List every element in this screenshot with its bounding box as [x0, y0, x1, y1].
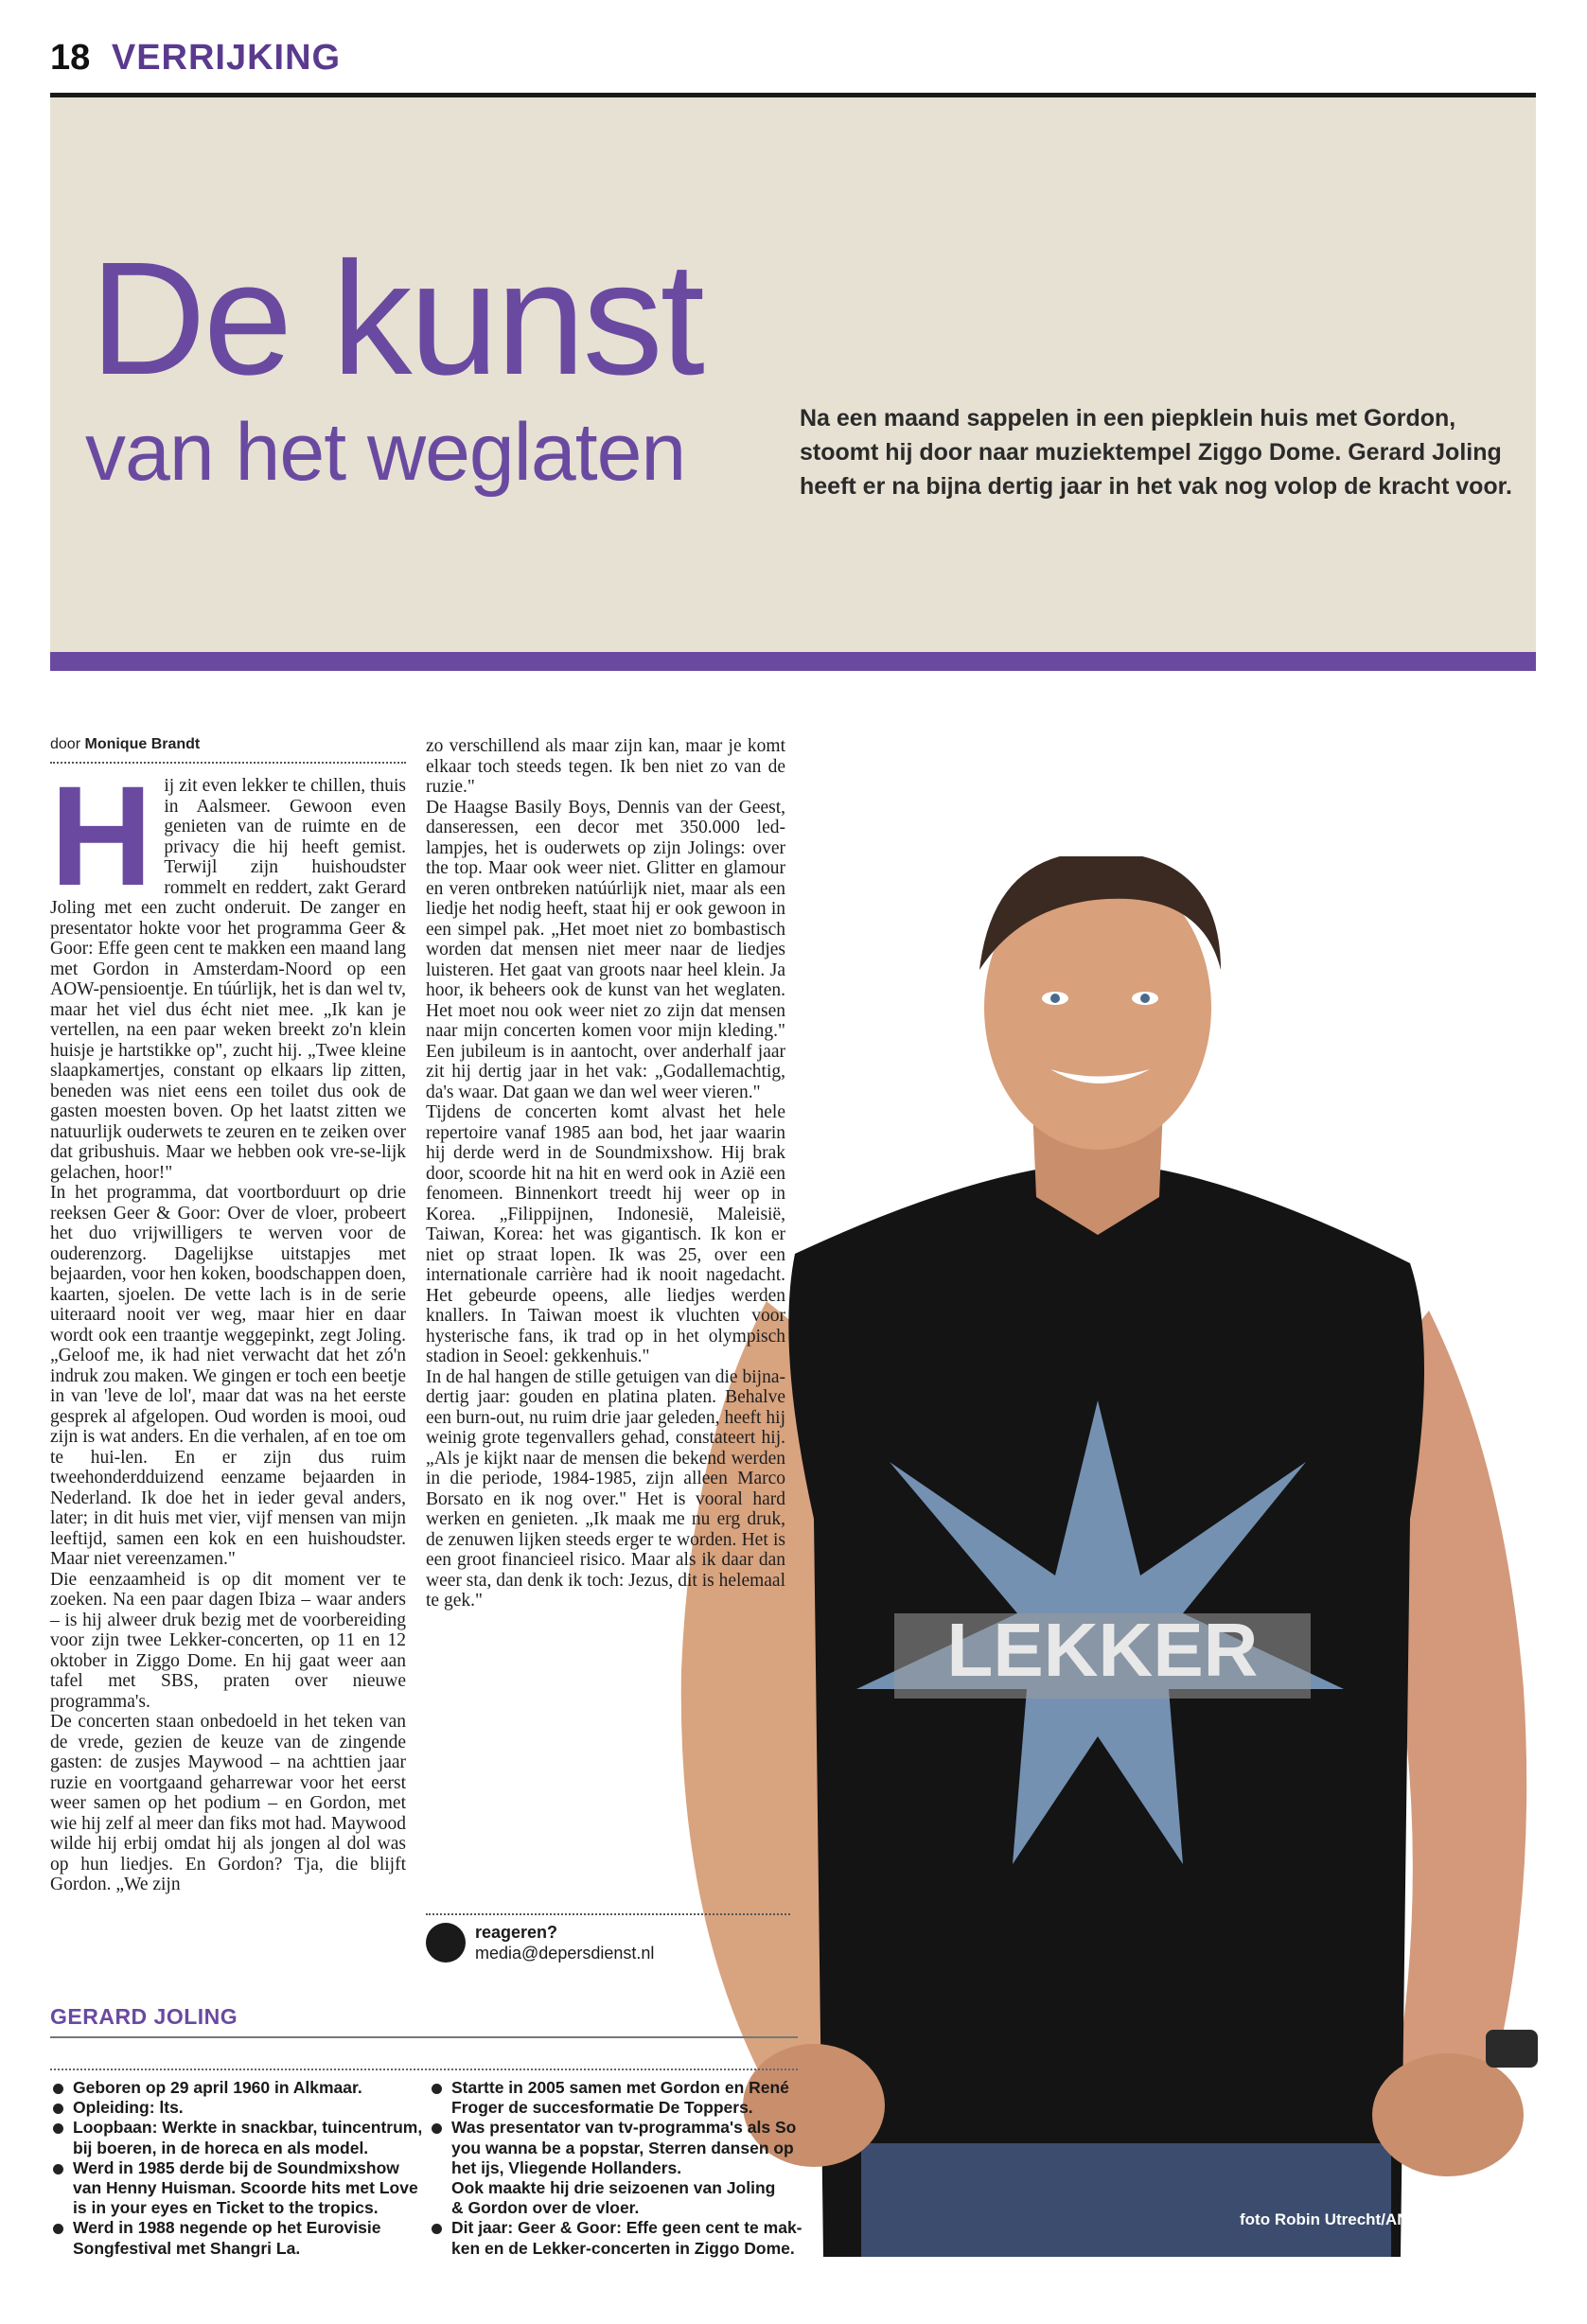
factbox-rule: [50, 2036, 798, 2038]
fact-line: Froger de succesformatie De Toppers.: [451, 2098, 753, 2118]
section-title: VERRIJKING: [111, 38, 342, 78]
fact-line: Songfestival met Shangri La.: [73, 2238, 301, 2258]
drop-cap: H: [50, 756, 153, 915]
intro-line: Na een maand sappelen in een piepklein huis met Gordon,: [800, 405, 1456, 431]
article-paragraph: Tijdens de concerten komt alvast het hele repertoire vanaf 1985 aan bod, het jaar waarin hij derde werd in de Soundmixshow. Hij brak door, scoorde hit na hit en werd ook in Azië een fenomeen. Binnenkort treedt hij weer op in Korea. „Filippijnen, Indonesië, Maleisië, Taiwan, Korea: het was gigantisch. Ik kon er niet op straat lopen. Ik was 25, over een internationale carrière had ik nooit nagedacht. Het gebeurde opeens, alle liedjes werden knallers. In Taiwan moest ik vluchten voor hysterische fans, ik trad op in het olympisch stadion in Seoel: gekkenhuis.": [426, 1102, 785, 1366]
page-number: 18: [50, 38, 91, 78]
react-rule: [426, 1913, 790, 1915]
fact-item: [50, 2158, 424, 2219]
article-paragraph: [50, 756, 406, 1183]
paragraph-text: ij zit even lekker te chillen, thuis in Aalsmeer. Gewoon even genieten van de ruimte en de privacy die hij heeft gemist. Terwijl zijn huishoudster rommelt en reddert, zakt Gerard Joling met een zucht onderuit. De zanger en presentator hokte voor het programma Geer & Goor: Effe geen cent te makken een maand lang met Gordon in Amsterdam-Noord op een AOW-pensioentje. En túúrlijk, het is dan wel tv, maar het viel dus écht niet mee. „Ik kan je vertellen, na een paar weken breekt zo'n klein huisje je hartstikke op", zucht hij. „Twee kleine slaapkamertjes, constant op elkaars lip zitten, beneden was niet eens een toilet dus ook de gasten moesten boven. Op het laatst zitten we natuurlijk ouderwets te zeuren en te zeiken over dat gribushuis. Maar we hebben ook vre-se-lijk gelachen, hoor!": [50, 776, 406, 1183]
intro-line: heeft er na bijna dertig jaar in het vak nog volop de kracht voor.: [800, 473, 1512, 500]
factbox-column-2: [429, 2078, 807, 2259]
fact-line: Ook maakte hij drie seizoenen van Joling: [451, 2178, 776, 2198]
fact-line: & Gordon over de vloer.: [451, 2198, 640, 2218]
bullet-icon: [432, 2084, 442, 2094]
fact-item: [50, 2118, 424, 2157]
fact-line: you wanna be a popstar, Sterren dansen op: [451, 2138, 794, 2157]
factbox-dotted-rule: [50, 2069, 798, 2070]
bullet-icon: [53, 2123, 63, 2134]
fact-line: Opleiding: lts.: [73, 2098, 184, 2118]
press-service-icon: [426, 1923, 466, 1963]
fact-line: Geboren op 29 april 1960 in Alkmaar.: [73, 2078, 362, 2097]
fact-item: [50, 2098, 424, 2118]
page-header: [50, 38, 341, 79]
headline-line-1: De kunst: [90, 229, 702, 409]
fact-item: [50, 2078, 424, 2098]
article-column-1: [50, 756, 406, 1895]
react-email-link[interactable]: media@depersdienst.nl: [475, 1944, 655, 1963]
fact-line: Loopbaan: Werkte in snackbar, tuincentrum,: [73, 2118, 423, 2138]
bullet-icon: [53, 2104, 63, 2114]
shirt-print-text: LEKKER: [946, 1608, 1259, 1692]
byline-prefix: door: [50, 736, 81, 752]
fact-line: is in your eyes en Ticket to the tropics.: [73, 2198, 379, 2218]
bullet-icon: [53, 2164, 63, 2174]
headline-line-2: van het weglaten: [85, 407, 686, 498]
bullet-icon: [432, 2123, 442, 2134]
fact-line: Startte in 2005 samen met Gordon en René: [451, 2078, 789, 2097]
factbox-column-1: [50, 2078, 424, 2259]
fact-line: Werd in 1988 negende op het Eurovisie: [73, 2218, 381, 2238]
bullet-icon: [53, 2224, 63, 2234]
article-paragraph: De concerten staan onbedoeld in het teken van de vrede, gezien de keuze van de zingende gasten: de zusjes Maywood – na achttien jaar ruzie en voortgaand geharrewar voor het eerst weer samen op het podium – en Gordon, met wie hij zelf al meer dan fiks mot had. Maywood wilde hij erbij omdat hij als jongen al dol was op hun liedjes. En Gordon? Tja, die blijft Gordon. „We zijn: [50, 1712, 406, 1894]
fact-line: ken en de Lekker-concerten in Ziggo Dome.: [451, 2238, 795, 2258]
fact-line: het ijs, Vliegende Hollanders.: [451, 2157, 682, 2177]
article-paragraph: zo verschillend als maar zijn kan, maar je komt elkaar toch steeds tegen. Ik ben niet zo van de ruzie.": [426, 736, 785, 797]
bullet-icon: [432, 2224, 442, 2234]
photo-credit: foto Robin Utrecht/ANP: [1240, 2210, 1419, 2228]
fact-line: Werd in 1985 derde bij de Soundmixshow: [73, 2157, 399, 2177]
article-paragraph: De Haagse Basily Boys, Dennis van der Geest, danseressen, een decor met 350.000 led-lampjes, het is ouderwets op zijn Jolings: over the top. Maar ook weer niet. Glitter en glamour en veren ontbreken natúúrlijk niet, maar als een liedje het nodig heeft, staat hij er ook gewoon in een simpel pak. „Het moet niet zo bombastisch worden dat mensen niet meer naar de liedjes luisteren. Het gaat van groots naar heel klein. Ja hoor, ik beheers ook de kunst van het weglaten. Het moet nou ook weer niet zo zijn dat mensen naar mijn concerten komen voor mijn kleding." Een jubileum is in aantocht, over anderhalf jaar zit hij dertig jaar in het vak: „Godallemachtig, da's waar. Dat gaan we dan wel weer vieren.": [426, 797, 785, 1102]
factbox-title: GERARD JOLING: [50, 2004, 238, 2029]
article-paragraph: In het programma, dat voortborduurt op drie reeksen Geer & Goor: Over de vloer, probeert het duo vrijwilligers te werven voor de ouderenzorg. Dagelijkse uitstapjes met bejaarden, voor hen koken, boodschappen doen, kaarten, sjoelen. De vette lach is in de serie uiteraard nooit ver weg, maar hier en daar wordt ook een traantje weggepinkt, zegt Joling. „Geloof me, ik had niet verwacht dat het zó'n indruk zou maken. We gingen er toch een beetje in van 'leve de lol', maar dat was na het eerste gesprek al afgelopen. Oud worden is mooi, oud zijn is wat anders. En die verhalen, af en toe om te hui-len. En er zijn dus ruim tweehonderdduizend eenzame bejaarden in Nederland. Ik doe het in ieder geval anders, later; in dit huis met vier, vijf mensen van mijn leeftijd, samen een kok en een huishoudster. Maar niet vereenzamen.": [50, 1183, 406, 1569]
purple-divider: [50, 652, 1536, 671]
fact-item: [429, 2118, 807, 2218]
fact-item: [50, 2218, 424, 2258]
bullet-icon: [53, 2084, 63, 2094]
byline-author: Monique Brandt: [84, 736, 201, 752]
intro-text: [800, 401, 1538, 503]
article-column-2: [426, 736, 785, 1611]
fact-line: bij boeren, in de horeca en als model.: [73, 2138, 369, 2157]
fact-line: Dit jaar: Geer & Goor: Effe geen cent te mak-: [451, 2218, 802, 2238]
fact-item: [429, 2078, 807, 2118]
portrait-photo: [653, 856, 1552, 2257]
article-paragraph: In de hal hangen de stille getuigen van die bijna-dertig jaar: gouden en platina platen. Behalve een burn-out, nu ruim drie jaar geleden, heeft hij weinig grote tegenvallers gehad, constateert hij. „Als je kijkt naar de mensen die bekend werden in die periode, 1984-1985, zijn alleen Marco Borsato en ik nog over." Het is vooral hard werken en genieten. „Ik maak me nu erg druk, de zenuwen lijken steeds erger te worden. Het is een groot financieel risico. Maar als ik daar dan weer sta, dan denk ik toch: Jezus, dit is helemaal te gek.": [426, 1366, 785, 1611]
intro-line: stoomt hij door naar muziektempel Ziggo Dome. Gerard Joling: [800, 439, 1502, 466]
fact-item: [429, 2218, 807, 2258]
fact-line: van Henny Huisman. Scoorde hits met Love: [73, 2178, 418, 2198]
fact-line: Was presentator van tv-programma's als So: [451, 2118, 797, 2138]
react-label: reageren?: [475, 1923, 558, 1942]
byline: [50, 736, 200, 753]
article-paragraph: Die eenzaamheid is op dit moment ver te zoeken. Na een paar dagen Ibiza – waar anders – is hij alweer druk bezig met de voorbereiding voor zijn twee Lekker-concerten, op 11 en 12 oktober in Ziggo Dome. En hij gaat weer aan tafel met SBS, praten over nieuwe programma's.: [50, 1569, 406, 1712]
